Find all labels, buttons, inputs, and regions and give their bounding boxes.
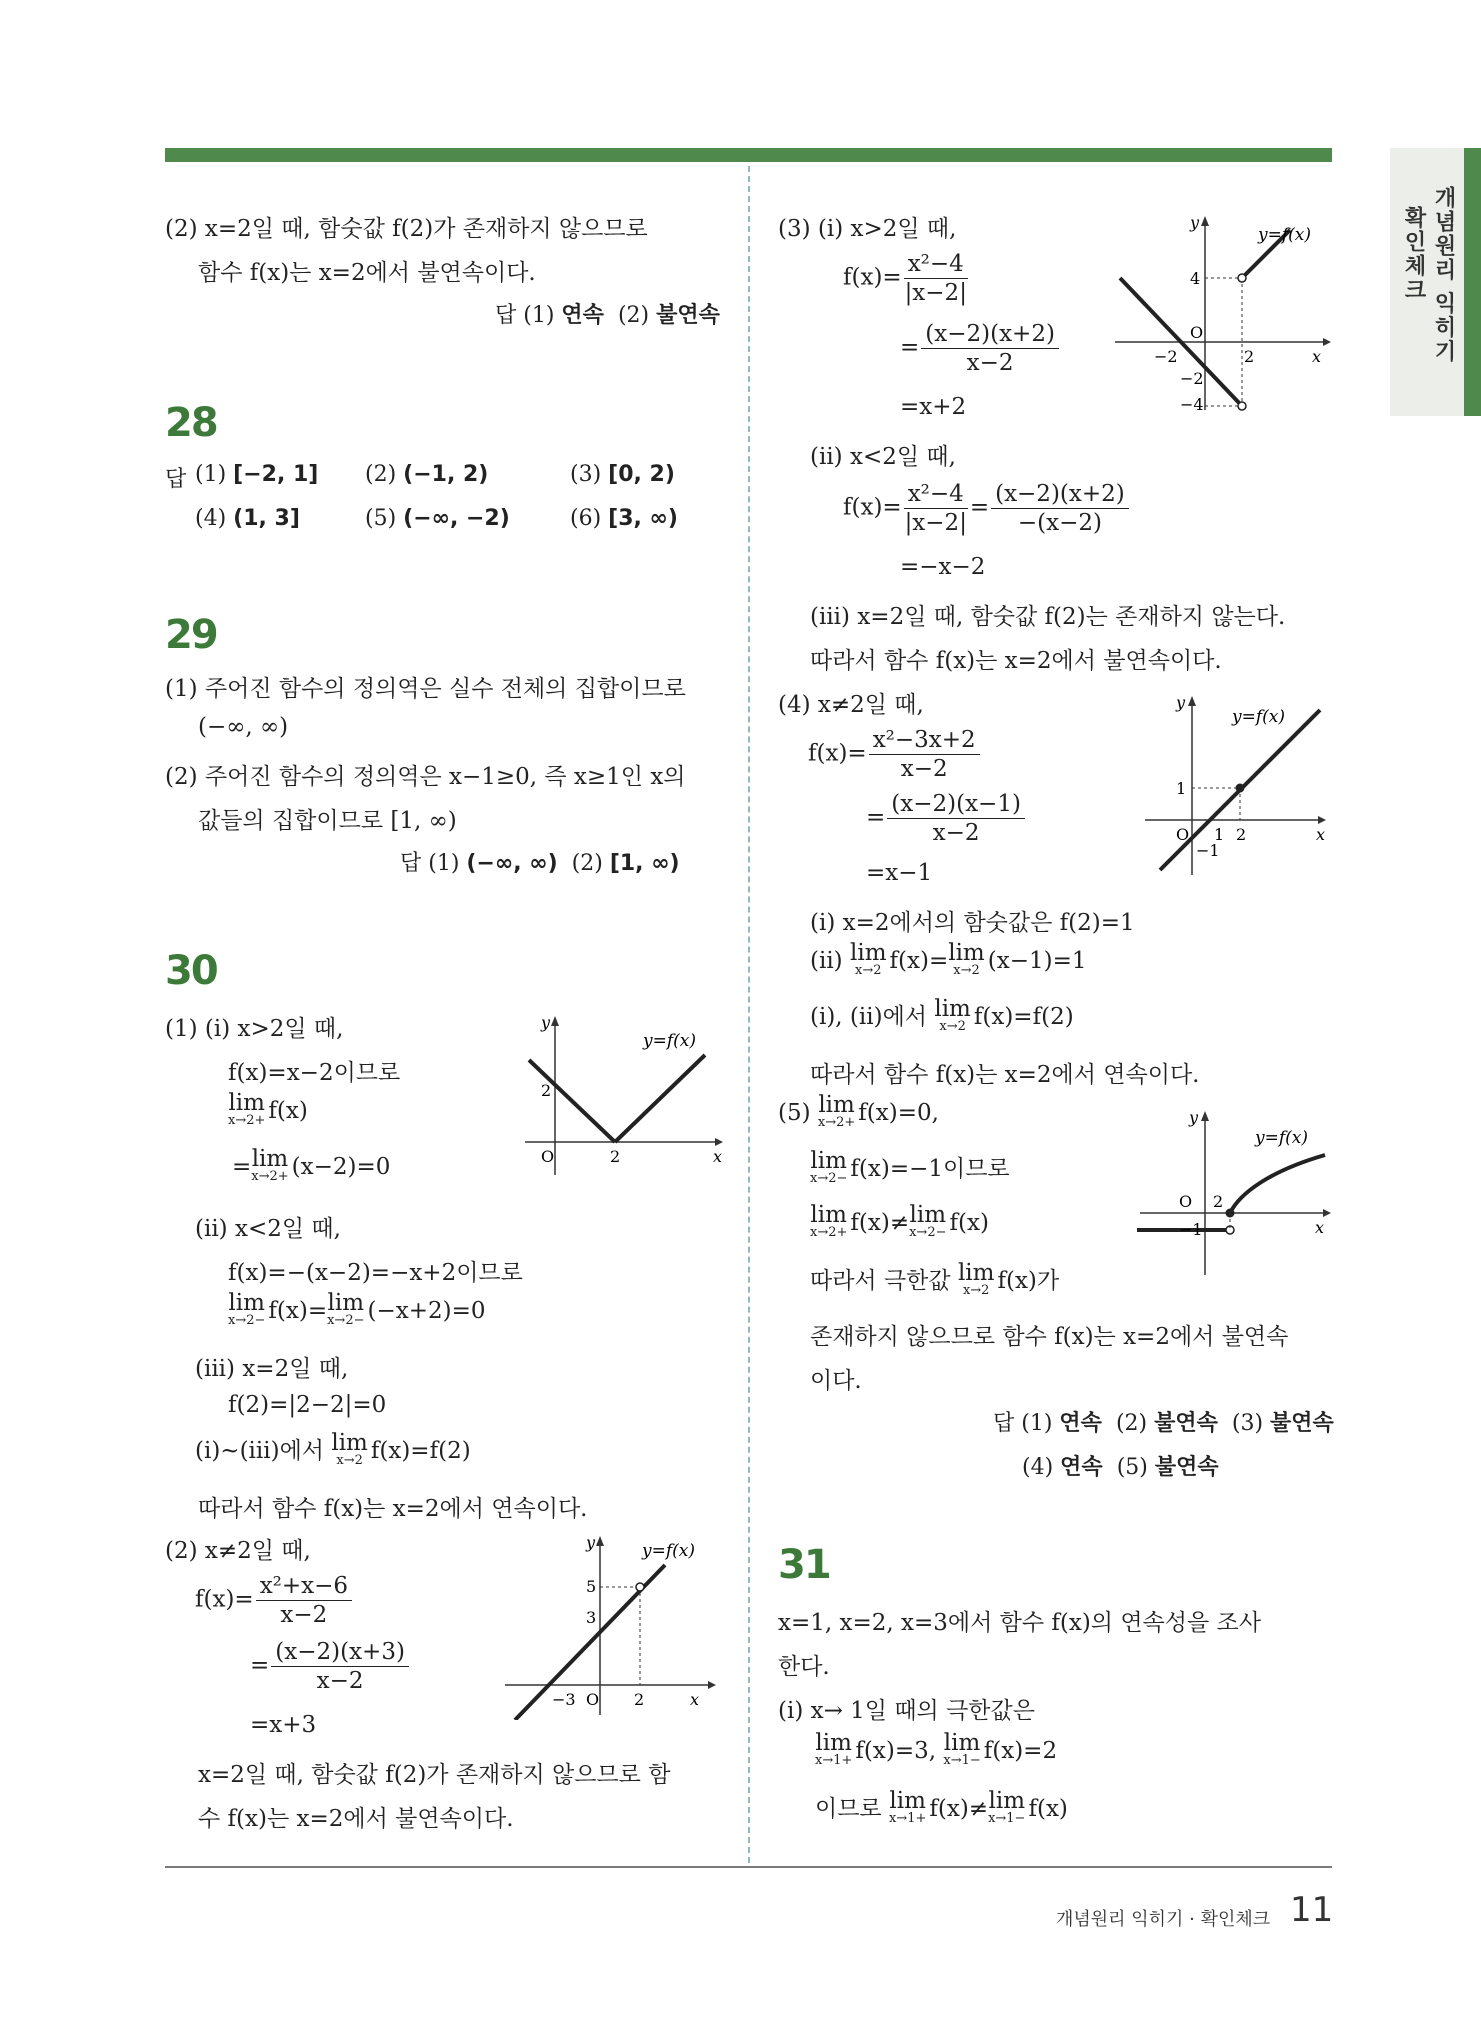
right-answer-row2 — [1022, 1450, 1219, 1481]
x-label: x — [1315, 1218, 1325, 1237]
y-axis-arrow — [596, 1536, 604, 1546]
y-label: y — [1189, 1108, 1199, 1127]
right-answer-row1 — [993, 1406, 1334, 1437]
s3-ii-r: =−x−2 — [900, 554, 986, 580]
s28-value: [3, ∞) — [608, 506, 678, 531]
tick-label: 2 — [1236, 825, 1247, 844]
y-label: y — [1176, 693, 1186, 712]
tick-label: 4 — [1190, 269, 1201, 288]
s28-answer-lead: 답 — [165, 467, 187, 492]
s4-conc: (i), (ii)에서 lim x→2 f(x)=f(2) — [810, 996, 1074, 1034]
footer-text: 개념원리 익히기 · 확인체크 — [1056, 1909, 1271, 1930]
tick-label: −1 — [1179, 1220, 1203, 1239]
x-axis-arrow — [715, 1138, 723, 1146]
answer-lead: 답 (1) — [400, 851, 460, 876]
answer-value: 연속 — [1060, 1455, 1103, 1480]
s30-2-conc2: 수 f(x)는 x=2에서 불연속이다. — [198, 1806, 514, 1832]
answer-lead: (2) — [617, 303, 650, 328]
x-axis-arrow — [1323, 1209, 1331, 1217]
s30-2-conc1: x=2일 때, 함숫값 f(2)가 존재하지 않으므로 함 — [198, 1762, 671, 1788]
y-axis-arrow — [1201, 216, 1209, 226]
fx-label: y=f(x) — [1232, 707, 1285, 727]
s28-label: (1) — [195, 462, 227, 487]
tick-label: 2 — [634, 1690, 645, 1709]
tick-label: −4 — [1180, 395, 1204, 414]
tick-label: 2 — [1213, 1192, 1224, 1211]
s5-d: 따라서 극한값 lim x→2 f(x)가 — [810, 1260, 1060, 1298]
s29-line3: (2) 주어진 함수의 정의역은 x−1≥0, 즉 x≥1인 x의 — [165, 764, 686, 790]
answer-lead: 답 (1) — [993, 1411, 1053, 1436]
answer-value: 불연속 — [1270, 1411, 1334, 1436]
s30-1-iii-a: f(2)=|2−2|=0 — [228, 1392, 387, 1418]
answer-lead: (5) — [1116, 1455, 1148, 1480]
closed-point — [1236, 784, 1245, 793]
tick-label: 3 — [586, 1608, 597, 1627]
s30-1-ii: (ii) x<2일 때, — [195, 1216, 341, 1242]
s3-r1: =x+2 — [900, 394, 967, 420]
side-tab-line1: 개념원리 익히기 — [1431, 186, 1456, 364]
s28-value: (1, 3] — [233, 506, 300, 531]
s30-2-eq1: f(x)= $\frac{\text{x²+x−6}}{x-2}$ — [195, 1572, 354, 1629]
s28-label: (6) — [570, 506, 602, 531]
s3-ii-eq: f(x)= $\frac{\text{x²−4}}{|x-2|}$ = $\frac{(x-2)(x+2)}{-(x-2)}$ — [843, 480, 1131, 537]
s5-a: (5) lim x→2+ f(x)=0, — [778, 1092, 939, 1130]
tick-label: 2 — [610, 1147, 621, 1166]
tick-label: −3 — [552, 1690, 576, 1709]
side-tab-line2: 확인체크 — [1401, 206, 1426, 302]
fx-label: y=f(x) — [1258, 225, 1311, 245]
s31-line2: 한다. — [778, 1654, 830, 1680]
x-label: x — [690, 1690, 700, 1709]
p27-answer — [495, 298, 720, 329]
s30-1-i-a: f(x)=x−2이므로 — [228, 1060, 401, 1086]
s4-ii: (ii) lim x→2 f(x)= lim x→2 (x−1)=1 — [810, 940, 1087, 978]
s29-answer — [400, 846, 680, 877]
answer-lead: (4) — [1022, 1455, 1054, 1480]
s3-iii: (iii) x=2일 때, 함숫값 f(2)는 존재하지 않는다. — [810, 604, 1286, 630]
s4-eq1: f(x)= $\frac{\text{x²−3x+2}}{x-2}$ — [808, 726, 982, 783]
open-point — [1238, 402, 1246, 410]
s30-1-iii: (iii) x=2일 때, — [195, 1356, 349, 1382]
section-30-heading: 30 — [165, 948, 217, 994]
s30-2-eq2: = $\frac{(x-2)(x+3)}{x-2}$ — [250, 1638, 411, 1695]
graph-curve-right — [1230, 1155, 1325, 1213]
answer-lead: (2) — [571, 851, 603, 876]
s4-r: =x−1 — [866, 860, 933, 886]
s3-conc: 따라서 함수 f(x)는 x=2에서 불연속이다. — [810, 648, 1222, 674]
graph-line-left — [529, 1060, 615, 1142]
x-axis-arrow — [1323, 338, 1331, 346]
x-label: x — [1312, 347, 1322, 366]
answer-value: 연속 — [1059, 1411, 1102, 1436]
s28-value: [−2, 1] — [233, 462, 319, 487]
fx-label: y=f(x) — [642, 1541, 695, 1561]
s31-line1: x=1, x=2, x=3에서 함수 f(x)의 연속성을 조사 — [778, 1610, 1261, 1636]
answer-value: 불연속 — [1154, 1411, 1218, 1436]
s29-line2: (−∞, ∞) — [198, 714, 289, 740]
y-axis-arrow — [1201, 1111, 1209, 1121]
s28-value: (−∞, −2) — [403, 506, 510, 531]
s29-line1: (1) 주어진 함수의 정의역은 실수 전체의 집합이므로 — [165, 676, 686, 702]
x-axis-arrow — [1318, 816, 1326, 824]
y-label: y — [541, 1013, 551, 1032]
side-tab[interactable] — [1390, 148, 1481, 416]
tick-label: 1 — [1176, 779, 1187, 798]
tick-label: 2 — [1244, 347, 1255, 366]
s30-2-result: =x+3 — [250, 1712, 317, 1738]
answer-value: 연속 — [561, 303, 604, 328]
graph-s5 — [1135, 1105, 1335, 1280]
fx-label: y=f(x) — [643, 1031, 696, 1051]
tick-label: 1 — [1214, 825, 1225, 844]
s31-line4: lim x→1+ f(x)=3, lim x→1− f(x)=2 — [815, 1730, 1058, 1768]
origin-label: O — [1190, 323, 1204, 342]
answer-value: (−∞, ∞) — [466, 851, 558, 876]
s30-1-final: 따라서 함수 f(x)는 x=2에서 연속이다. — [198, 1496, 588, 1522]
section-31-heading: 31 — [778, 1542, 830, 1588]
column-divider — [748, 166, 750, 1863]
s28-value: [0, 2) — [608, 462, 675, 487]
tick-label: −1 — [1196, 841, 1220, 860]
top-green-bar — [165, 148, 1332, 162]
s3-ii: (ii) x<2일 때, — [810, 444, 956, 470]
tick-label: −2 — [1180, 369, 1204, 388]
open-point — [636, 1583, 644, 1591]
answer-lead: 답 (1) — [495, 303, 555, 328]
side-tab-stripe — [1464, 148, 1481, 416]
graph-s4 — [1140, 690, 1330, 880]
answer-lead: (3) — [1231, 1411, 1264, 1436]
s30-2-head: (2) x≠2일 때, — [165, 1538, 311, 1564]
s29-line4: 값들의 집합이므로 [1, ∞) — [198, 808, 457, 834]
s4-eq2: = $\frac{(x-2)(x-1)}{x-2}$ — [866, 790, 1027, 847]
s28-label: (2) — [365, 462, 397, 487]
origin-label: O — [541, 1147, 555, 1166]
s30-1-i: (1) (i) x>2일 때, — [165, 1016, 344, 1042]
answer-value: [1, ∞) — [609, 851, 680, 876]
s30-1-ii-b: lim x→2− f(x)= lim x→2− (−x+2)=0 — [228, 1290, 486, 1328]
s28-label: (5) — [365, 506, 397, 531]
tick-label: 2 — [541, 1081, 552, 1100]
y-label: y — [586, 1533, 596, 1552]
y-axis-arrow — [1188, 696, 1196, 706]
origin-label: O — [1176, 825, 1190, 844]
s5-c: lim x→2+ f(x)≠ lim x→2− f(x) — [810, 1202, 989, 1240]
s31-line3: (i) x→ 1일 때의 극한값은 — [778, 1698, 1035, 1724]
x-label: x — [713, 1147, 723, 1166]
s3-eq1: f(x)= $\frac{\text{x²−4}}{|x-2|}$ — [843, 251, 967, 306]
tick-label: 5 — [586, 1577, 597, 1596]
section-28-heading: 28 — [165, 400, 217, 446]
graph-s3 — [1110, 210, 1335, 420]
s3-i: (3) (i) x>2일 때, — [778, 216, 957, 242]
open-point — [1238, 274, 1246, 282]
answer-value: 불연속 — [656, 303, 720, 328]
s31-line5: 이므로 lim x→1+ f(x)≠ lim x→1− f(x) — [815, 1788, 1068, 1826]
s4-final: 따라서 함수 f(x)는 x=2에서 연속이다. — [810, 1062, 1200, 1088]
p27-2-line2: 함수 f(x)는 x=2에서 불연속이다. — [198, 260, 536, 286]
s30-1-ii-a: f(x)=−(x−2)=−x+2이므로 — [228, 1260, 523, 1286]
y-label: y — [1190, 213, 1200, 232]
origin-label: O — [586, 1690, 600, 1709]
page-number: 11 — [1290, 1890, 1334, 1930]
s3-eq2: = $\frac{(x-2)(x+2)}{x-2}$ — [900, 320, 1061, 377]
s28-label: (4) — [195, 506, 227, 531]
s28-value: (−1, 2) — [403, 462, 489, 487]
p27-2-line1: (2) x=2일 때, 함숫값 f(2)가 존재하지 않으므로 — [165, 216, 648, 242]
graph-30-1 — [515, 1010, 725, 1180]
s4-i: (i) x=2에서의 함숫값은 f(2)=1 — [810, 910, 1135, 936]
s5-e: 존재하지 않으므로 함수 f(x)는 x=2에서 불연속 — [810, 1324, 1289, 1350]
tick-label: −2 — [1154, 347, 1178, 366]
answer-lead: (2) — [1115, 1411, 1148, 1436]
s28-label: (3) — [570, 462, 602, 487]
graph-30-2 — [500, 1530, 725, 1720]
s30-1-conc: (i)~(iii)에서 lim x→2 f(x)=f(2) — [195, 1430, 471, 1468]
y-axis-arrow — [551, 1016, 559, 1026]
x-label: x — [1316, 825, 1326, 844]
origin-label: O — [1179, 1192, 1193, 1211]
fx-label: y=f(x) — [1255, 1128, 1308, 1148]
graph-line-right — [615, 1055, 705, 1142]
s5-b: lim x→2− f(x)=−1이므로 — [810, 1148, 1010, 1186]
x-axis-arrow — [708, 1681, 716, 1689]
s4-head: (4) x≠2일 때, — [778, 692, 924, 718]
s30-1-i-c: = lim x→2+ (x−2)=0 — [232, 1146, 391, 1184]
answer-value: 불연속 — [1154, 1455, 1219, 1480]
bottom-rule — [165, 1866, 1332, 1868]
s30-1-i-b: lim x→2+ f(x) — [228, 1090, 308, 1128]
s5-f: 이다. — [810, 1368, 862, 1394]
section-29-heading: 29 — [165, 612, 217, 658]
